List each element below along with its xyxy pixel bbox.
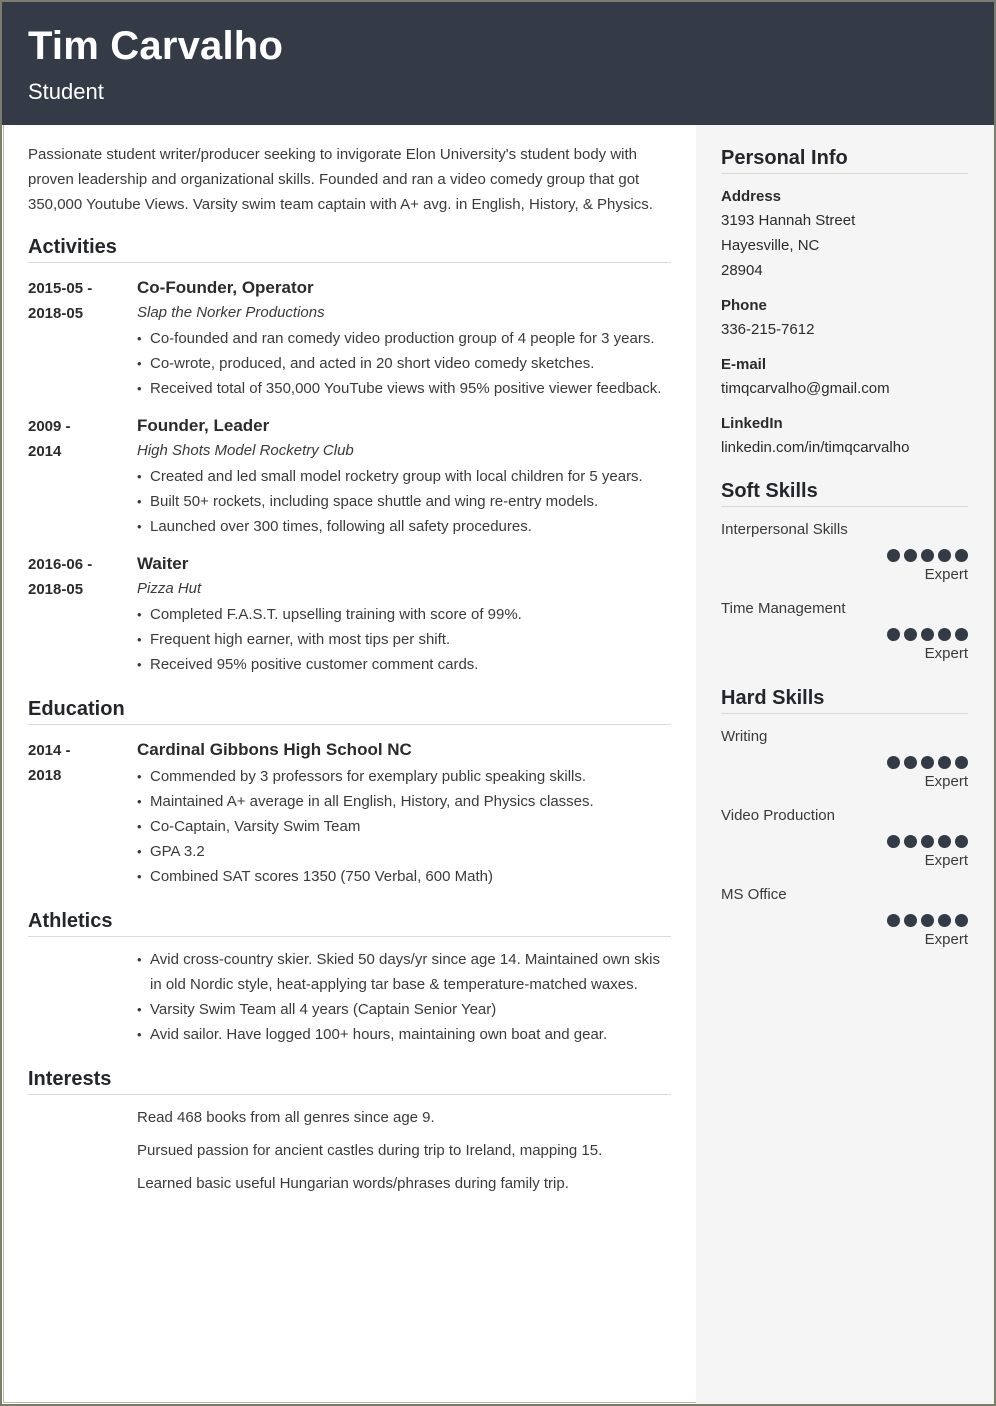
bullet-item: • Completed F.A.S.T. upselling training with score of 99%. bbox=[137, 602, 671, 627]
phone-value: 336-215-7612 bbox=[721, 321, 815, 338]
rating-dot-icon bbox=[938, 549, 951, 562]
interest-item: Learned basic useful Hungarian words/phrases during family trip. bbox=[137, 1175, 569, 1192]
entry-bullets bbox=[137, 764, 671, 889]
bullet-item: • Launched over 300 times, following all safety procedures. bbox=[137, 514, 671, 539]
bullet-item: • Commended by 3 professors for exemplary public speaking skills. bbox=[137, 764, 671, 789]
address-line: 3193 Hannah Street bbox=[721, 212, 856, 229]
entry-date bbox=[28, 275, 137, 401]
bullet-item: • Created and led small model rocketry group with local children for 5 years. bbox=[137, 464, 671, 489]
skill-item bbox=[721, 805, 968, 872]
bullet-item: • GPA 3.2 bbox=[137, 839, 671, 864]
bullet-item: • Co-wrote, produced, and acted in 20 short video comedy sketches. bbox=[137, 351, 671, 376]
bullet-item: • Co-founded and ran comedy video production group of 4 people for 3 years. bbox=[137, 326, 671, 351]
school-name: Cardinal Gibbons High School NC bbox=[137, 740, 412, 759]
skill-rating bbox=[721, 835, 968, 848]
rating-dot-icon bbox=[938, 628, 951, 641]
phone-label: Phone bbox=[721, 297, 767, 314]
section-title-activities: Activities bbox=[28, 236, 671, 263]
rating-dot-icon bbox=[887, 549, 900, 562]
entry-organization: Slap the Norker Productions bbox=[137, 304, 325, 321]
entry-organization: Pizza Hut bbox=[137, 580, 202, 597]
skill-item bbox=[721, 519, 968, 586]
skill-name: Interpersonal Skills bbox=[721, 521, 848, 538]
rating-dot-icon bbox=[887, 914, 900, 927]
rating-dot-icon bbox=[921, 756, 934, 769]
entry-title: Co-Founder, Operator bbox=[137, 278, 314, 297]
rating-dot-icon bbox=[921, 835, 934, 848]
skill-rating bbox=[721, 628, 968, 641]
entry-bullets bbox=[137, 464, 671, 539]
entry-bullets bbox=[137, 602, 671, 677]
interests-list bbox=[137, 1105, 671, 1196]
rating-dot-icon bbox=[955, 628, 968, 641]
skill-level: Expert bbox=[924, 566, 968, 583]
bullet-item: • Avid sailor. Have logged 100+ hours, maintaining own boat and gear. bbox=[137, 1022, 671, 1047]
rating-dot-icon bbox=[955, 756, 968, 769]
date-end: 2018-05 bbox=[28, 581, 84, 598]
interest-item: Pursued passion for ancient castles during trip to Ireland, mapping 15. bbox=[137, 1142, 603, 1159]
skill-name: MS Office bbox=[721, 886, 787, 903]
athletics-bullets bbox=[137, 947, 671, 1047]
linkedin-value[interactable]: linkedin.com/in/timqcarvalho bbox=[721, 439, 910, 456]
candidate-name: Tim Carvalho bbox=[28, 24, 284, 68]
rating-dot-icon bbox=[938, 835, 951, 848]
bullet-item: • Varsity Swim Team all 4 years (Captain Senior Year) bbox=[137, 997, 671, 1022]
skill-level: Expert bbox=[924, 645, 968, 662]
entry-title: Waiter bbox=[137, 554, 189, 573]
date-end: 2018 bbox=[28, 767, 62, 784]
skill-rating bbox=[721, 756, 968, 769]
skill-rating bbox=[721, 914, 968, 927]
bullet-item: • Co-Captain, Varsity Swim Team bbox=[137, 814, 671, 839]
bullet-item: • Received total of 350,000 YouTube views with 95% positive viewer feedback. bbox=[137, 376, 671, 401]
education-entry bbox=[28, 737, 671, 889]
date-start: 2015-05 - bbox=[28, 280, 93, 297]
rating-dot-icon bbox=[904, 914, 917, 927]
section-title-personal-info: Personal Info bbox=[721, 147, 968, 174]
linkedin-label: LinkedIn bbox=[721, 415, 783, 432]
rating-dot-icon bbox=[887, 756, 900, 769]
rating-dot-icon bbox=[904, 549, 917, 562]
rating-dot-icon bbox=[904, 835, 917, 848]
date-end: 2014 bbox=[28, 443, 62, 460]
rating-dot-icon bbox=[887, 628, 900, 641]
date-start: 2009 - bbox=[28, 418, 71, 435]
entry-date bbox=[28, 551, 137, 677]
skill-item bbox=[721, 726, 968, 793]
section-title-interests: Interests bbox=[28, 1068, 671, 1095]
skill-name: Writing bbox=[721, 728, 768, 745]
bullet-item: • Maintained A+ average in all English, History, and Physics classes. bbox=[137, 789, 671, 814]
date-end: 2018-05 bbox=[28, 305, 84, 322]
date-start: 2016-06 - bbox=[28, 556, 93, 573]
section-title-education: Education bbox=[28, 698, 671, 725]
activity-entry bbox=[28, 413, 671, 539]
skill-rating bbox=[721, 549, 968, 562]
rating-dot-icon bbox=[955, 549, 968, 562]
rating-dot-icon bbox=[904, 628, 917, 641]
rating-dot-icon bbox=[921, 914, 934, 927]
skill-item bbox=[721, 598, 968, 665]
email-label: E-mail bbox=[721, 356, 767, 373]
rating-dot-icon bbox=[921, 628, 934, 641]
rating-dot-icon bbox=[955, 835, 968, 848]
summary-text: Passionate student writer/producer seeking to invigorate Elon University's student body with proven leadership and organizational skills. Founded and ran a video comedy group that got 350,000 Youtube Views. Varsity swim team captain with A+ avg. in English, History, & Physics. bbox=[28, 146, 653, 213]
candidate-role: Student bbox=[28, 79, 104, 104]
rating-dot-icon bbox=[887, 835, 900, 848]
bullet-item: • Avid cross-country skier. Skied 50 days/yr since age 14. Maintained own skis in old Nordic style, heat-applying tar base & temperature-matched waxes. bbox=[137, 947, 671, 997]
skill-name: Time Management bbox=[721, 600, 846, 617]
entry-bullets bbox=[137, 326, 671, 401]
activity-entry bbox=[28, 275, 671, 401]
sidebar bbox=[696, 125, 994, 1404]
date-start: 2014 - bbox=[28, 742, 71, 759]
skill-level: Expert bbox=[924, 931, 968, 948]
rating-dot-icon bbox=[938, 914, 951, 927]
rating-dot-icon bbox=[904, 756, 917, 769]
section-title-athletics: Athletics bbox=[28, 910, 671, 937]
entry-date bbox=[28, 737, 137, 889]
rating-dot-icon bbox=[921, 549, 934, 562]
skill-item bbox=[721, 884, 968, 951]
activity-entry bbox=[28, 551, 671, 677]
interest-item: Read 468 books from all genres since age 9. bbox=[137, 1109, 435, 1126]
skill-level: Expert bbox=[924, 773, 968, 790]
entry-date bbox=[28, 413, 137, 539]
main-column bbox=[28, 125, 671, 1204]
section-title-soft-skills: Soft Skills bbox=[721, 480, 968, 507]
entry-organization: High Shots Model Rocketry Club bbox=[137, 442, 354, 459]
rating-dot-icon bbox=[955, 914, 968, 927]
email-value[interactable]: timqcarvalho@gmail.com bbox=[721, 380, 890, 397]
address-line: 28904 bbox=[721, 262, 763, 279]
address-line: Hayesville, NC bbox=[721, 237, 820, 254]
address-label: Address bbox=[721, 188, 782, 205]
resume-header bbox=[2, 2, 994, 125]
skill-level: Expert bbox=[924, 852, 968, 869]
rating-dot-icon bbox=[938, 756, 951, 769]
bullet-item: • Frequent high earner, with most tips per shift. bbox=[137, 627, 671, 652]
section-title-hard-skills: Hard Skills bbox=[721, 687, 968, 714]
skill-name: Video Production bbox=[721, 807, 835, 824]
bullet-item: • Combined SAT scores 1350 (750 Verbal, 600 Math) bbox=[137, 864, 671, 889]
entry-title: Founder, Leader bbox=[137, 416, 270, 435]
bullet-item: • Built 50+ rockets, including space shuttle and wing re-entry models. bbox=[137, 489, 671, 514]
bullet-item: • Received 95% positive customer comment cards. bbox=[137, 652, 671, 677]
